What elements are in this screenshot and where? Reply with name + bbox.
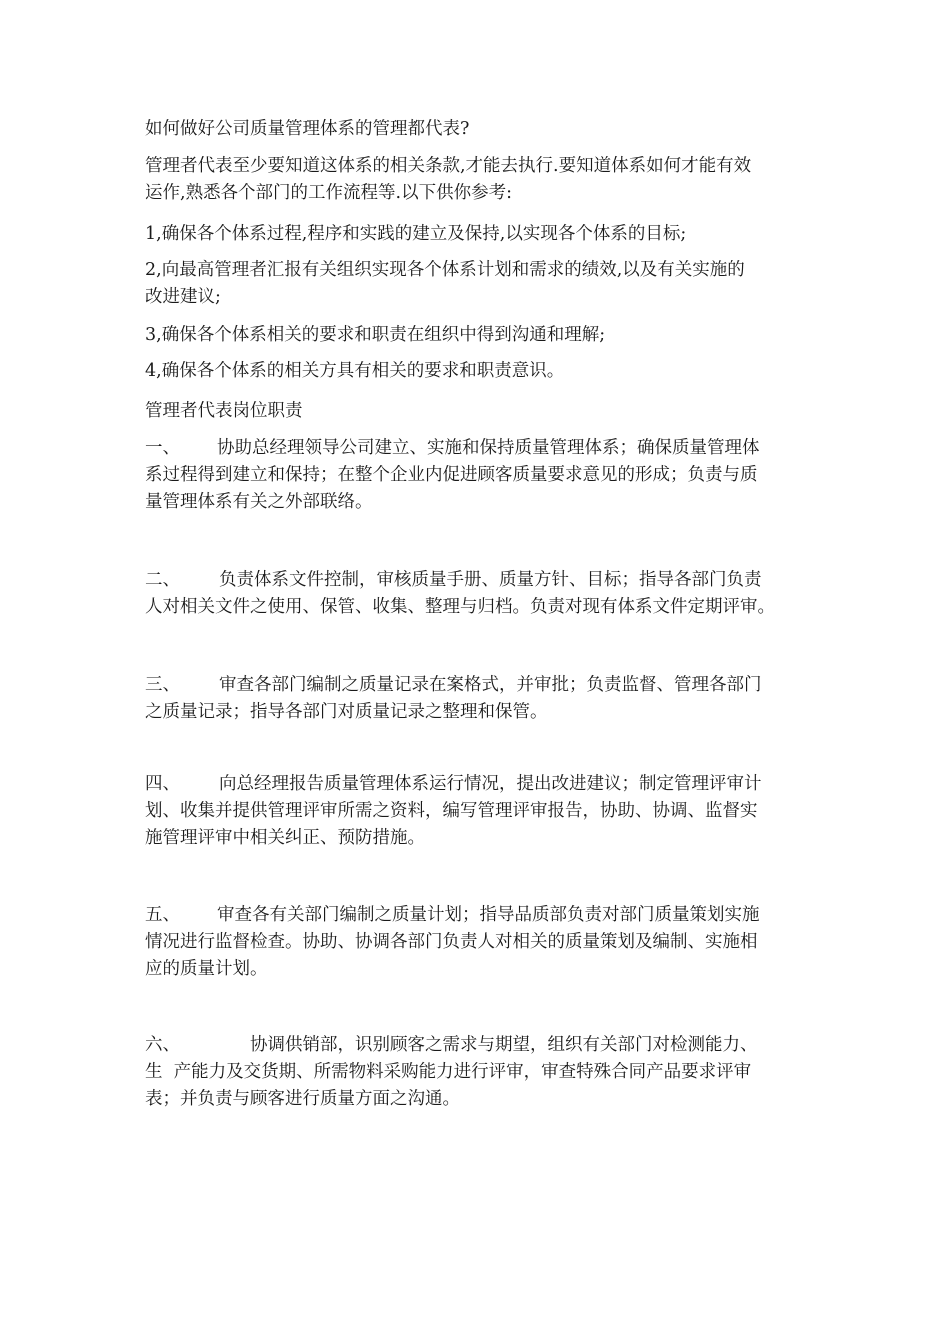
duty-line: 施管理评审中相关纠正、预防措施。 bbox=[145, 828, 425, 848]
duty-marker: 六、 bbox=[145, 1035, 180, 1055]
duty-item-6 bbox=[145, 1032, 815, 1113]
duty-marker: 三、 bbox=[145, 675, 180, 695]
duty-marker: 二、 bbox=[145, 570, 180, 590]
duty-marker: 一、 bbox=[145, 438, 180, 458]
intro-line: 管理者代表至少要知道这体系的相关条款,才能去执行.要知道体系如何才能有效 bbox=[145, 156, 752, 176]
document-title: 如何做好公司质量管理体系的管理都代表? bbox=[145, 119, 470, 139]
duty-line: 情况进行监督检查。协助、协调各部门负责人对相关的质量策划及编制、实施相 bbox=[145, 932, 758, 952]
duty-marker: 四、 bbox=[145, 774, 180, 794]
duty-line: 应的质量计划。 bbox=[145, 959, 268, 979]
duty-line: 负责体系文件控制，审核质量手册、质量方针、目标；指导各部门负责 bbox=[219, 570, 762, 590]
duty-line: 生 产能力及交货期、所需物料采购能力进行评审，审查特殊合同产品要求评审 bbox=[145, 1062, 752, 1082]
point-line: 改进建议; bbox=[145, 287, 221, 307]
duty-item-5 bbox=[145, 902, 815, 983]
duty-line: 协调供销部，识别顾客之需求与期望，组织有关部门对检测能力、 bbox=[250, 1035, 758, 1055]
point-3 bbox=[145, 322, 815, 349]
duty-line: 划、收集并提供管理评审所需之资料，编写管理评审报告，协助、协调、监督实 bbox=[145, 801, 758, 821]
duty-line: 表；并负责与顾客进行质量方面之沟通。 bbox=[145, 1089, 460, 1109]
duty-item-1 bbox=[145, 435, 815, 516]
point-4 bbox=[145, 358, 815, 385]
point-1 bbox=[145, 221, 815, 248]
point-2 bbox=[145, 257, 815, 311]
duty-line: 量管理体系有关之外部联络。 bbox=[145, 492, 373, 512]
duty-line: 协助总经理领导公司建立、实施和保持质量管理体系；确保质量管理体 bbox=[217, 438, 760, 458]
point-line: 4,确保各个体系的相关方具有相关的要求和职责意识。 bbox=[145, 361, 565, 381]
intro-line: 运作,熟悉各个部门的工作流程等.以下供你参考: bbox=[145, 183, 513, 203]
duty-item-3 bbox=[145, 672, 815, 726]
duty-line: 审查各有关部门编制之质量计划；指导品质部负责对部门质量策划实施 bbox=[217, 905, 760, 925]
duty-line: 审查各部门编制之质量记录在案格式，并审批；负责监督、管理各部门 bbox=[219, 675, 762, 695]
point-line: 2,向最高管理者汇报有关组织实现各个体系计划和需求的绩效,以及有关实施的 bbox=[145, 260, 745, 280]
duty-line: 之质量记录；指导各部门对质量记录之整理和保管。 bbox=[145, 702, 548, 722]
intro-paragraph bbox=[145, 153, 815, 207]
duty-line: 系过程得到建立和保持；在整个企业内促进顾客质量要求意见的形成；负责与质 bbox=[145, 465, 758, 485]
point-line: 3,确保各个体系相关的要求和职责在组织中得到沟通和理解; bbox=[145, 325, 606, 345]
duty-marker: 五、 bbox=[145, 905, 180, 925]
duty-line: 人对相关文件之使用、保管、收集、整理与归档。负责对现有体系文件定期评审。 bbox=[145, 597, 775, 617]
duty-item-2 bbox=[145, 567, 815, 621]
section-title: 管理者代表岗位职责 bbox=[145, 401, 303, 421]
duty-item-4 bbox=[145, 771, 815, 852]
point-line: 1,确保各个体系过程,程序和实践的建立及保持,以实现各个体系的目标; bbox=[145, 224, 687, 244]
duty-line: 向总经理报告质量管理体系运行情况，提出改进建议；制定管理评审计 bbox=[219, 774, 762, 794]
